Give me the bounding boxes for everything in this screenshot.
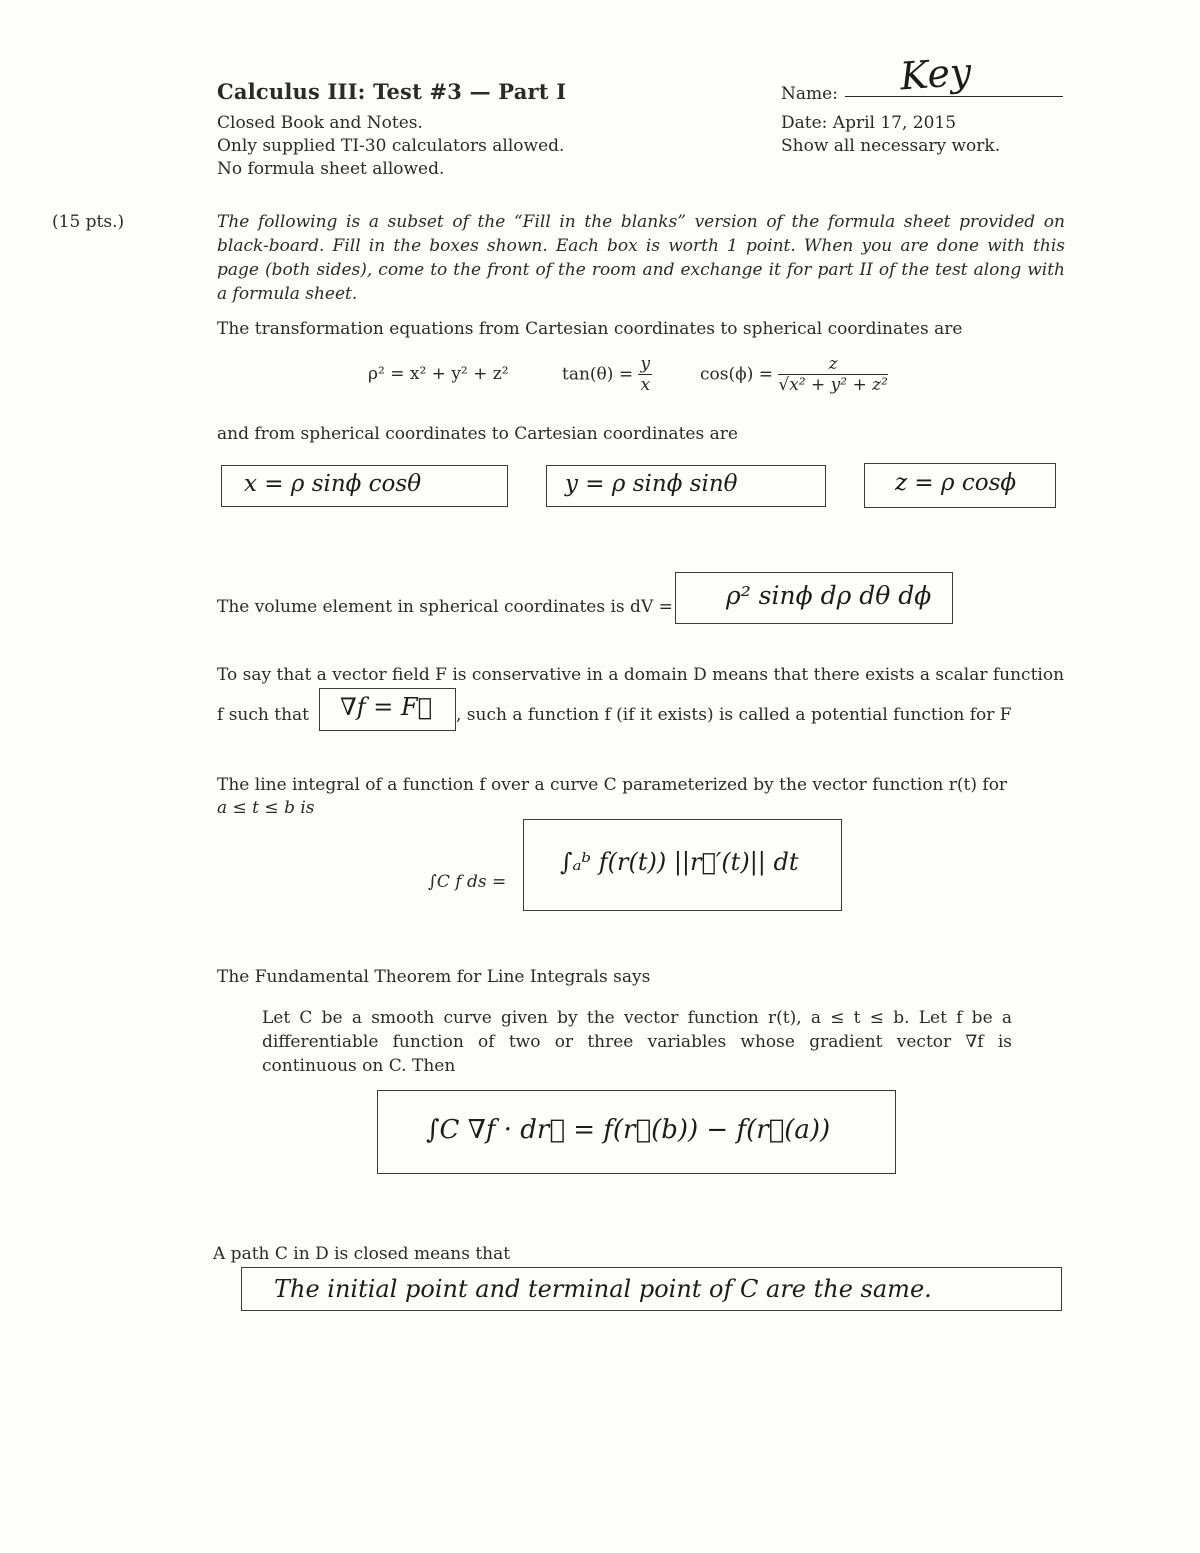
equation-cos [700, 354, 888, 395]
answer-gradient: ∇f = F⃗ [340, 693, 433, 721]
answer-box-z[interactable] [864, 463, 1056, 508]
conservative-line1 [217, 665, 1064, 685]
equation-tan-fraction [638, 354, 652, 395]
answer-volume: ρ² sinϕ dρ dθ dϕ [726, 581, 932, 610]
name-label: Name: [781, 84, 838, 104]
test-title: Calculus III: Test #3 — Part I [217, 79, 567, 104]
closed-path-label: A path C in D is closed means that [213, 1244, 511, 1264]
answer-box-closed-path[interactable] [241, 1267, 1062, 1311]
line-integral-text2: a ≤ t ≤ b is [217, 798, 315, 818]
answer-closed-path: The initial point and terminal point of C are the same. [274, 1275, 932, 1303]
points-label: (15 pts.) [52, 212, 125, 232]
equation-cos-lhs: cos(ϕ) = [700, 364, 773, 385]
answer-box-volume[interactable] [675, 572, 953, 624]
to-cartesian-intro: and from spherical coordinates to Cartesian coordinates are [217, 424, 738, 444]
instructions: The following is a subset of the “Fill in the blanks” version of the formula sheet provided on black-board. Fill in the boxes shown. Each box is worth 1 point. When you are done with this page (both sides), come to the front of the room and exchange it for part II of the test along with a formula sheet. [217, 212, 1065, 304]
equation-tan-lhs: tan(θ) = [562, 364, 634, 385]
tan-denominator: x [640, 375, 651, 395]
ftli-statement: Let C be a smooth curve given by the vector function r(t), a ≤ t ≤ b. Let f be a differentiable function of two or three variables whose gradient vector ∇f is continuous on C. Then [262, 1008, 1012, 1076]
answer-box-y[interactable] [546, 465, 826, 507]
rule-formula-sheet: No formula sheet allowed. [217, 159, 445, 179]
conservative-prefix: f such that [217, 705, 309, 725]
line-integral-lhs: ∫C f ds = [428, 872, 507, 892]
name-value: Key [898, 49, 973, 99]
volume-label: The volume element in spherical coordinates is dV = [217, 597, 673, 617]
answer-y: y = ρ sinϕ sinθ [565, 471, 738, 497]
conservative-suffix: , such a function f (if it exists) is called a potential function for F [456, 705, 1012, 725]
answer-box-line-integral[interactable] [523, 819, 842, 911]
name-underline [845, 96, 1063, 97]
answer-z: z = ρ cosϕ [895, 470, 1017, 496]
answer-line-integral: ∫ₐᵇ f(r(t)) ||r⃗′(t)|| dt [560, 848, 799, 876]
test-date: Date: April 17, 2015 [781, 113, 957, 133]
answer-box-gradient[interactable] [319, 688, 456, 731]
ftli-heading: The Fundamental Theorem for Line Integrals says [217, 967, 651, 987]
rule-closed-book: Closed Book and Notes. [217, 113, 423, 133]
cos-denominator: √x² + y² + z² [778, 375, 888, 395]
show-work-note: Show all necessary work. [781, 136, 1001, 156]
cos-numerator: z [778, 354, 888, 375]
equation-rho: ρ² = x² + y² + z² [368, 364, 509, 384]
spherical-intro: The transformation equations from Cartesian coordinates to spherical coordinates are [217, 319, 963, 339]
equation-cos-fraction [778, 354, 888, 395]
rule-calculators: Only supplied TI-30 calculators allowed. [217, 136, 565, 156]
answer-x: x = ρ sinϕ cosθ [244, 471, 422, 497]
equation-tan [562, 354, 652, 395]
conservative-text: To say that a vector field F is conservative in a domain D means that there exists a scalar function [217, 665, 1065, 685]
answer-ftli: ∫C ∇f · dr⃗ = f(r⃗(b)) − f(r⃗(a)) [426, 1115, 831, 1145]
answer-box-x[interactable] [221, 465, 508, 507]
answer-box-ftli[interactable] [377, 1090, 896, 1174]
line-integral-text1: The line integral of a function f over a curve C parameterized by the vector function r(t) for [217, 775, 1008, 795]
tan-numerator: y [640, 354, 651, 374]
